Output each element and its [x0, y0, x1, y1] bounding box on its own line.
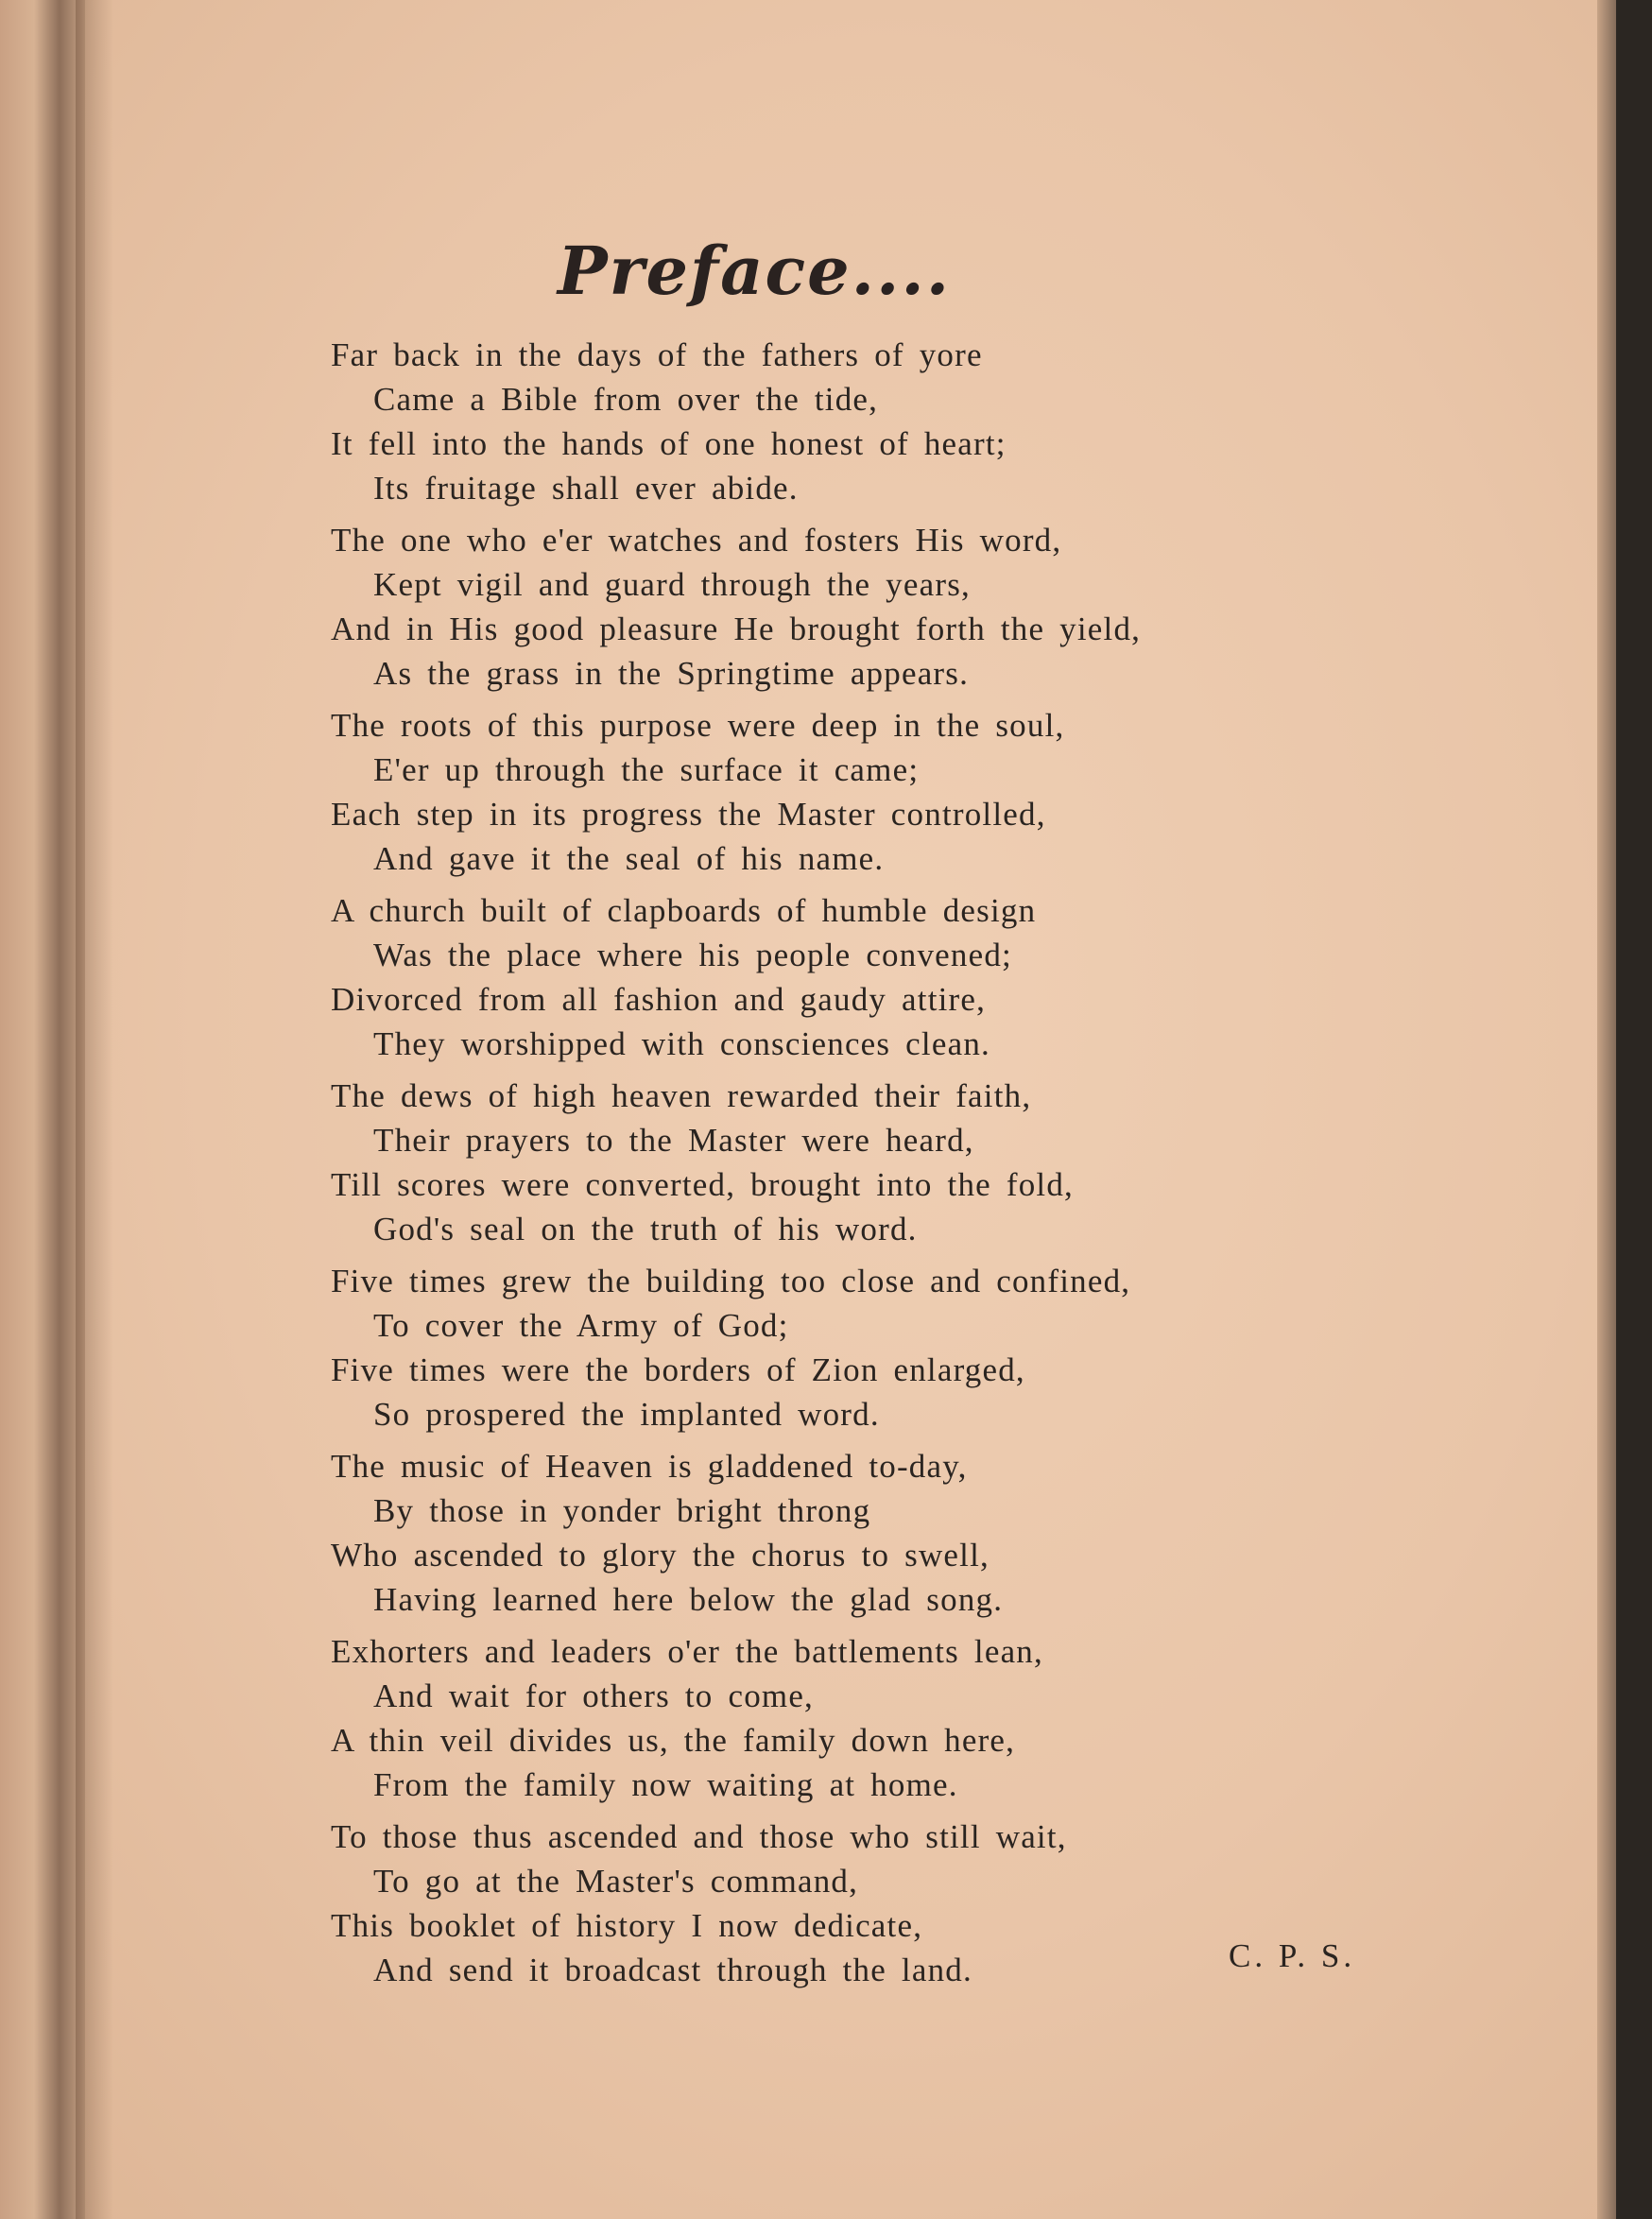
poem-line: Came a Bible from over the tide, [373, 381, 879, 418]
poem-line: Five times were the borders of Zion enlarged, [331, 1351, 1025, 1388]
poem-line: To those thus ascended and those who still wait, [331, 1818, 1067, 1855]
poem-line: As the grass in the Springtime appears. [373, 655, 970, 692]
poem-line: God's seal on the truth of his word. [373, 1211, 918, 1247]
poem-line: Who ascended to glory the chorus to swell, [331, 1537, 989, 1574]
poem-line: So prospered the implanted word. [373, 1396, 880, 1433]
poem-line: From the family now waiting at home. [373, 1766, 958, 1803]
poem-line: Divorced from all fashion and gaudy attire, [331, 981, 987, 1018]
stanza [331, 518, 1418, 696]
stanza [331, 1259, 1418, 1436]
poem-line: To go at the Master's command, [373, 1863, 859, 1900]
poem-line: Having learned here below the glad song. [373, 1581, 1004, 1618]
poem-line: The one who e'er watches and fosters His word, [331, 522, 1062, 559]
poem-line: Exhorters and leaders o'er the battlements lean, [331, 1633, 1043, 1670]
poem-line: And gave it the seal of his name. [373, 840, 885, 877]
poem-line: Far back in the days of the fathers of yore [331, 336, 983, 373]
poem-line: E'er up through the surface it came; [373, 751, 920, 788]
poem-line: They worshipped with consciences clean. [373, 1025, 990, 1062]
stanza [331, 1444, 1418, 1622]
poem-line: Its fruitage shall ever abide. [373, 470, 799, 507]
poem-line: And in His good pleasure He brought forth the yield, [331, 611, 1142, 647]
book-gutter [0, 0, 85, 2219]
poem-line: Till scores were converted, brought into the fold, [331, 1166, 1074, 1203]
stanza [331, 1629, 1418, 1807]
poem-line: And wait for others to come, [373, 1677, 814, 1714]
poem-line: By those in yonder bright throng [373, 1492, 871, 1529]
gutter-shadow [76, 0, 113, 2219]
page-title: Preface.... [558, 232, 952, 310]
poem-line: Their prayers to the Master were heard, [373, 1122, 974, 1159]
poem-line: To cover the Army of God; [373, 1307, 789, 1344]
stanza [331, 888, 1418, 1066]
poem-line: And send it broadcast through the land. [373, 1952, 972, 1988]
poem-line: A thin veil divides us, the family down here, [331, 1722, 1016, 1759]
poem-line: The dews of high heaven rewarded their faith, [331, 1077, 1032, 1114]
page-edge [1597, 0, 1616, 2219]
stanza [331, 1074, 1418, 1251]
poem-line: The music of Heaven is gladdened to-day, [331, 1448, 968, 1485]
poem-line: Five times grew the building too close and confined, [331, 1263, 1131, 1299]
poem-line: This booklet of history I now dedicate, [331, 1907, 923, 1944]
poem-line: Kept vigil and guard through the years, [373, 566, 971, 603]
stanza [331, 703, 1418, 881]
author-initials: C. P. S. [1229, 1937, 1356, 1974]
poem-line: The roots of this purpose were deep in the soul, [331, 707, 1065, 744]
poem [331, 333, 1418, 2000]
poem-line: Each step in its progress the Master controlled, [331, 796, 1046, 833]
poem-line: Was the place where his people convened; [373, 937, 1012, 973]
poem-line: A church built of clapboards of humble design [331, 892, 1037, 929]
poem-line: It fell into the hands of one honest of heart; [331, 425, 1007, 462]
stanza [331, 333, 1418, 510]
